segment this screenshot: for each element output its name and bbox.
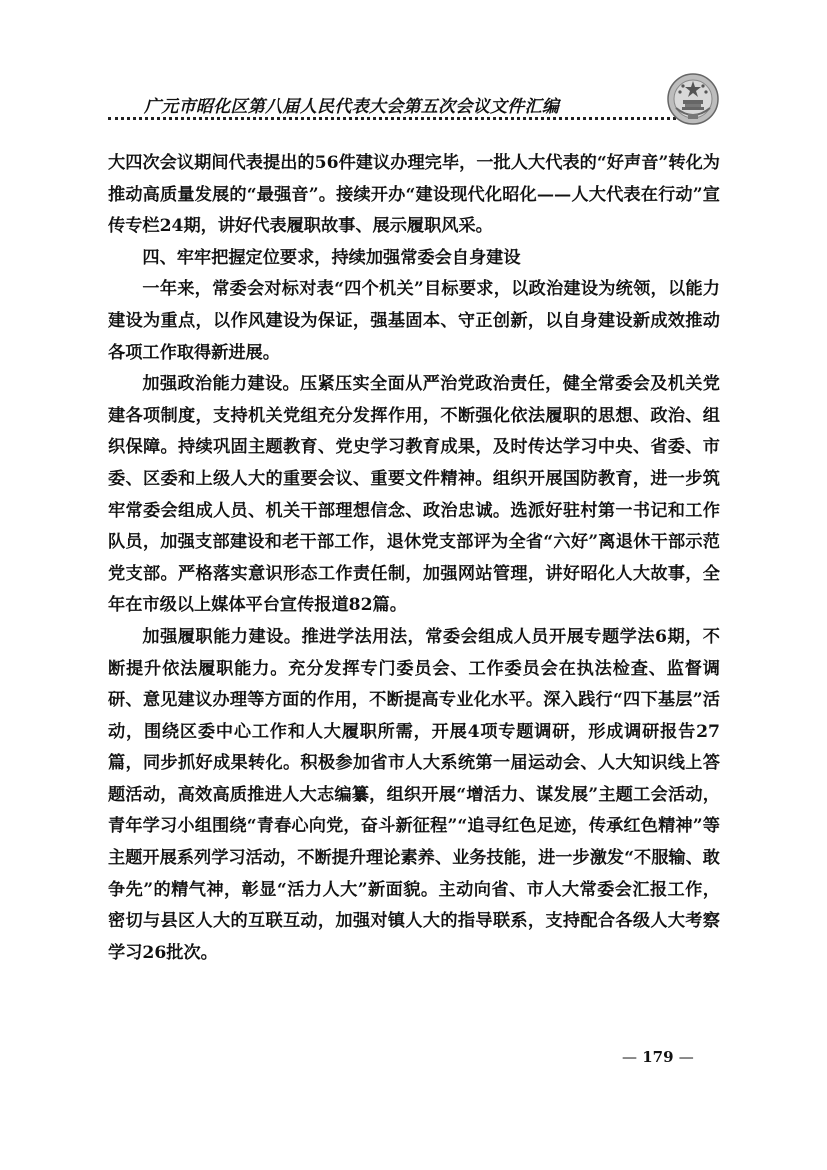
paragraph-intro: 一年来，常委会对标对表“四个机关”目标要求，以政治建设为统领，以能力建设为重点，以作风建设为保证，强基固本、守正创新，以自身建设新成效推动各项工作取得新进展。 [108, 279, 720, 363]
page-number: 179 [642, 1048, 674, 1066]
section-heading: 四、牢牢把握定位要求，持续加强常委会自身建设 [142, 247, 521, 268]
page-header [108, 62, 720, 126]
header-dotted-rule [108, 117, 676, 120]
national-emblem-icon [666, 72, 720, 126]
paragraph-continuation: 大四次会议期间代表提出的56件建议办理完毕，一批人大代表的“好声音”转化为推动高质量发展的“最强音”。接续开办“建设现代化昭化——人大代表在行动”宣传专栏24期，讲好代表履职故事、展示履职风采。 [108, 153, 720, 237]
document-body [108, 148, 720, 969]
footer-dash-right: — [678, 1048, 694, 1066]
footer-dash-left: — [622, 1048, 637, 1066]
paragraph-performance-capacity: 加强履职能力建设。推进学法用法，常委会组成人员开展专题学法6期，不断提升依法履职能力。充分发挥专门委员会、工作委员会在执法检查、监督调研、意见建议办理等方面的作用，不断提高专业化水平。深入践行“四下基层”活动，围绕区委中心工作和人大履职所需，开展4项专题调研，形成调研报告27篇，同步抓好成果转化。积极参加省市人大系统第一届运动会、人大知识线上答题活动，高效高质推进人大志编纂，组织开展“增活力、谋发展”主题工会活动，青年学习小组围绕“青春心向党，奋斗新征程”“追寻红色足迹，传承红色精神”等主题开展系列学习活动，不断提升理论素养、业务技能，进一步激发“不服输、敢争先”的精气神，彰显“活力人大”新面貌。主动向省、市人大常委会汇报工作，密切与县区人大的互联互动，加强对镇人大的指导联系，支持配合各级人大考察学习26批次。 [108, 626, 720, 963]
paragraph-political-capacity: 加强政治能力建设。压紧压实全面从严治党政治责任，健全常委会及机关党建各项制度，支持机关党组充分发挥作用，不断强化依法履职的思想、政治、组织保障。持续巩固主题教育、党史学习教育成果，及时传达学习中央、省委、市委、区委和上级人大的重要会议、重要文件精神。组织开展国防教育，进一步筑牢常委会组成人员、机关干部理想信念、政治忠诚。选派好驻村第一书记和工作队员，加强支部建设和老干部工作，退休党支部评为全省“六好”离退休干部示范党支部。严格落实意识形态工作责任制，加强网站管理，讲好昭化人大故事，全年在市级以上媒体平台宣传报道82篇。 [108, 374, 720, 616]
page-footer [622, 1048, 694, 1066]
header-title: 广元市昭化区第八届人民代表大会第五次会议文件汇编 [144, 97, 560, 117]
